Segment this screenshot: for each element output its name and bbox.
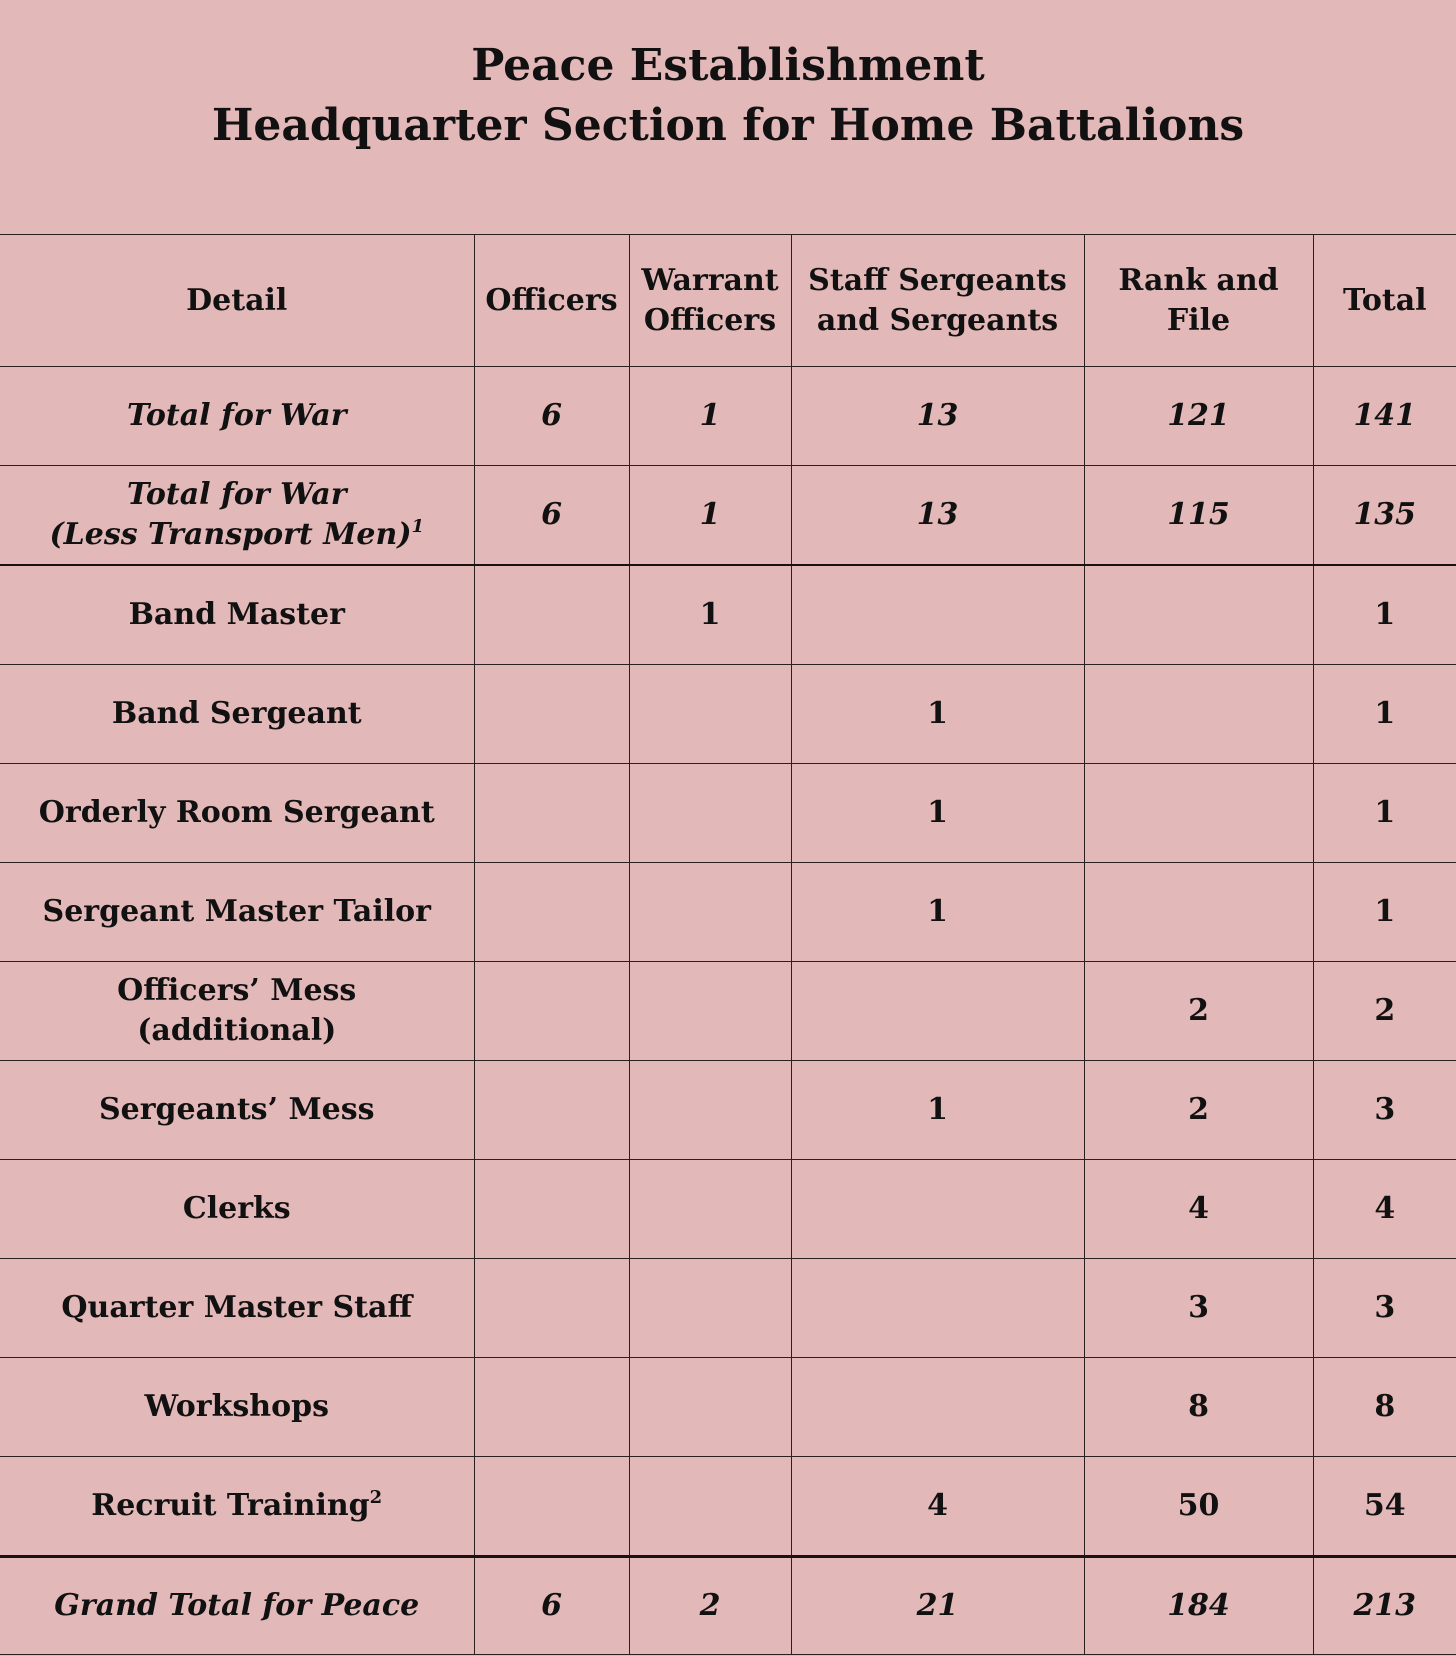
cell-officers [474, 962, 629, 1061]
table-row [0, 665, 1456, 764]
cell-rank: 121 [1084, 367, 1313, 466]
row-detail: Orderly Room Sergeant [0, 764, 474, 863]
cell-warrant: 1 [629, 367, 791, 466]
cell-total: 3 [1313, 1061, 1456, 1160]
table-row [0, 764, 1456, 863]
header-rank-and-file [1084, 235, 1313, 367]
cell-total: 1 [1313, 764, 1456, 863]
cell-officers [474, 1061, 629, 1160]
cell-warrant [629, 863, 791, 962]
cell-warrant [629, 1358, 791, 1457]
detail-text: Recruit Training [91, 1488, 370, 1523]
footnote-marker: 1 [411, 516, 425, 537]
header-staff-line-2: and Sergeants [816, 302, 1059, 338]
header-rank-line-1: Rank and [1118, 262, 1279, 298]
cell-officers: 6 [474, 466, 629, 566]
grand-total-row [0, 1557, 1456, 1655]
cell-total: 1 [1313, 665, 1456, 764]
cell-rank [1084, 764, 1313, 863]
cell-officers: 6 [474, 1557, 629, 1655]
header-officers: Officers [474, 235, 629, 367]
cell-staff: 1 [791, 863, 1084, 962]
cell-rank: 8 [1084, 1358, 1313, 1457]
cell-staff [791, 1160, 1084, 1259]
cell-officers [474, 665, 629, 764]
page-title [0, 36, 1456, 156]
row-detail [0, 1457, 474, 1557]
cell-warrant [629, 665, 791, 764]
header-warrant-line-2: Officers [643, 302, 777, 338]
row-detail: Total for War [0, 367, 474, 466]
row-detail: Workshops [0, 1358, 474, 1457]
row-detail: Grand Total for Peace [0, 1557, 474, 1655]
cell-staff [791, 1358, 1084, 1457]
cell-rank: 115 [1084, 466, 1313, 566]
cell-rank: 4 [1084, 1160, 1313, 1259]
cell-warrant [629, 764, 791, 863]
cell-rank: 3 [1084, 1259, 1313, 1358]
cell-rank [1084, 863, 1313, 962]
table-row [0, 962, 1456, 1061]
detail-line-1: Total for War [126, 477, 347, 512]
cell-officers [474, 1358, 629, 1457]
row-detail [0, 962, 474, 1061]
header-warrant-officers [629, 235, 791, 367]
total-for-war-less-transport-row [0, 466, 1456, 566]
table-row [0, 1457, 1456, 1557]
cell-officers [474, 764, 629, 863]
header-staff-line-1: Staff Sergeants [808, 262, 1067, 298]
table-row [0, 1259, 1456, 1358]
cell-officers: 6 [474, 367, 629, 466]
cell-total: 213 [1313, 1557, 1456, 1655]
cell-warrant [629, 1160, 791, 1259]
cell-rank: 2 [1084, 962, 1313, 1061]
header-total: Total [1313, 235, 1456, 367]
cell-warrant: 1 [629, 466, 791, 566]
header-staff-sergeants [791, 235, 1084, 367]
cell-staff: 1 [791, 665, 1084, 764]
cell-warrant [629, 1259, 791, 1358]
table-row [0, 565, 1456, 665]
total-for-war-row [0, 367, 1456, 466]
row-detail: Sergeants’ Mess [0, 1061, 474, 1160]
cell-officers [474, 863, 629, 962]
cell-staff: 1 [791, 1061, 1084, 1160]
cell-warrant: 1 [629, 565, 791, 665]
cell-staff: 13 [791, 367, 1084, 466]
cell-rank [1084, 665, 1313, 764]
cell-total: 4 [1313, 1160, 1456, 1259]
detail-line-2: (Less Transport Men) [49, 517, 412, 552]
table-row [0, 863, 1456, 962]
cell-rank: 184 [1084, 1557, 1313, 1655]
cell-total: 1 [1313, 863, 1456, 962]
cell-staff [791, 565, 1084, 665]
row-detail: Sergeant Master Tailor [0, 863, 474, 962]
cell-officers [474, 565, 629, 665]
cell-total: 54 [1313, 1457, 1456, 1557]
cell-rank [1084, 565, 1313, 665]
title-line-2: Headquarter Section for Home Battalions [211, 100, 1245, 151]
table-row [0, 1061, 1456, 1160]
cell-total: 141 [1313, 367, 1456, 466]
header-rank-line-2: File [1166, 302, 1231, 338]
table-row [0, 1160, 1456, 1259]
row-detail: Quarter Master Staff [0, 1259, 474, 1358]
cell-officers [474, 1457, 629, 1557]
cell-warrant [629, 1457, 791, 1557]
row-detail: Band Sergeant [0, 665, 474, 764]
header-detail: Detail [0, 235, 474, 367]
cell-total: 1 [1313, 565, 1456, 665]
establishment-table [0, 234, 1456, 1655]
detail-line-2: (additional) [137, 1013, 337, 1048]
cell-staff [791, 962, 1084, 1061]
detail-line-1: Officers’ Mess [117, 973, 357, 1008]
cell-warrant [629, 1061, 791, 1160]
cell-rank: 50 [1084, 1457, 1313, 1557]
cell-total: 3 [1313, 1259, 1456, 1358]
row-detail [0, 466, 474, 566]
cell-officers [474, 1160, 629, 1259]
header-row [0, 235, 1456, 367]
cell-staff: 21 [791, 1557, 1084, 1655]
cell-staff: 13 [791, 466, 1084, 566]
cell-rank: 2 [1084, 1061, 1313, 1160]
cell-warrant: 2 [629, 1557, 791, 1655]
cell-staff: 4 [791, 1457, 1084, 1557]
row-detail: Clerks [0, 1160, 474, 1259]
cell-total: 8 [1313, 1358, 1456, 1457]
cell-warrant [629, 962, 791, 1061]
cell-staff: 1 [791, 764, 1084, 863]
cell-officers [474, 1259, 629, 1358]
footnote-marker: 2 [369, 1487, 383, 1508]
table-row [0, 1358, 1456, 1457]
header-warrant-line-1: Warrant [641, 262, 779, 298]
cell-total: 135 [1313, 466, 1456, 566]
title-line-1: Peace Establishment [471, 40, 985, 91]
cell-total: 2 [1313, 962, 1456, 1061]
cell-staff [791, 1259, 1084, 1358]
row-detail: Band Master [0, 565, 474, 665]
